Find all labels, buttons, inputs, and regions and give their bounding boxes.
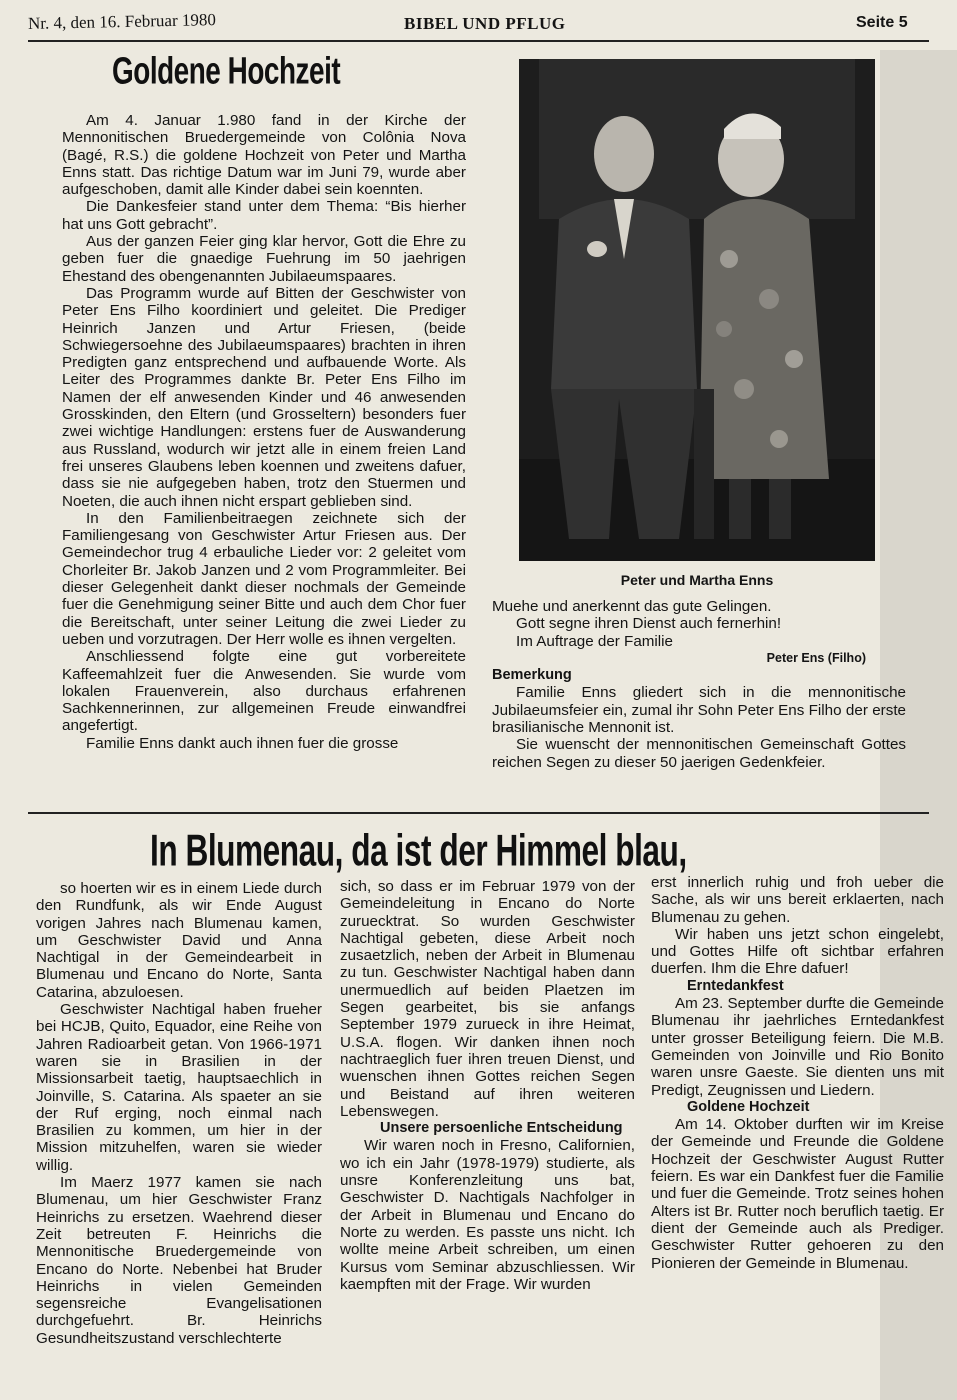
article-divider: [28, 812, 929, 814]
page-number: Seite 5: [856, 14, 908, 31]
subheading: Erntedankfest: [687, 977, 784, 994]
article1-continuation: [492, 598, 906, 771]
article2-title: In Blumenau, da ist der Himmel blau,: [150, 826, 687, 877]
paragraph: Familie Enns dankt auch ihnen fuer die grosse: [86, 734, 399, 752]
subheading: Goldene Hochzeit: [687, 1098, 810, 1115]
paragraph: Wir waren noch in Fresno, Californien, wo ich ein Jahr (1978-1979) studierte, als unsre Konferenzleitung uns bat, Geschwister D. Nachtigals Nachfolger in der Arbeit in Blumenau und Encano do Norte zu werden. Es passte uns nicht. Ich wollte meine Arbeit schreiben, um einen Kursus vom Seminar abzuschliessen. Wir kaempften mit der Frage. Wir wurden: [340, 1137, 635, 1293]
paragraph: so hoerten wir es in einem Liede durch den Rundfunk, als wir Ende August vorigen Jahres nach Blumenau kamen, um Geschwister David und Anna Nachtigal in der Gemeindearbeit in Blumenau und Encano do Norte, Santa Catarina, abzuloesen.: [36, 880, 322, 1001]
paragraph: Am 4. Januar 1.980 fand in der Kirche der Mennonitischen Bruedergemeinde von Colônia Nova (Bagé, R.S.) die goldene Hochzeit von Peter und Martha Enns statt. Das richtige Datum war im Juni 79, wurde aber aufgeschoben, damit alle Kinder dabei sein koennten.: [62, 112, 466, 199]
article2-column-2: [340, 878, 635, 1293]
paragraph: Familie Enns gliedert sich in die mennonitische Jubilaeumsfeier ein, zumal ihr Sohn Peter Ens Filho der erste brasilianische Mennonit ist.: [492, 684, 906, 737]
paragraph: sich, so dass er im Februar 1979 von der Gemeindeleitung in Encano do Norte zuruecktrat. So wurden Geschwister Nachtigal gebeten, diese Arbeit noch zusaetzlich, neben der Arbeit in Blumenau zu tun. Geschwister Nachtigal haben dann unermuedlich auf beiden Plaetzen im Segen gearbeitet, bis sie anfangs September 1979 zurueck in ihre Heimat, U.S.A. flogen. Wir danken ihnen noch nachtraeglich fuer ihren treuen Dienst, und wuenschen ihnen Gottes reichen Segen und Beistand auf ihren weiteren Lebenswegen.: [340, 878, 635, 1120]
paragraph: Anschliessend folgte eine gut vorbereitete Kaffeemahlzeit fuer die Anwesenden. Sie wurde vom lokalen Frauenverein, also durchaus erfahrenen Sachkennerinnen, zur allgemeinen Freude einwandfrei angefertigt.: [62, 648, 466, 735]
publication-name: BIBEL UND PFLUG: [404, 14, 566, 33]
article1-title: Goldene Hochzeit: [112, 50, 341, 93]
paragraph: Geschwister Nachtigal haben frueher bei HCJB, Quito, Equador, eine Reihe von Jahren Radioarbeit getan. Von 1966-1971 waren sie in Brasilien in der Missionsarbeit taetig, hauptsaechlich in Joinville, S. Catarina. Als spaeter an sie der Ruf erging, noch einmal nach Brasilien zu kommen, um hier in der Mission mitzuhelfen, waren sie wieder willig.: [36, 1001, 322, 1174]
paragraph: Sie wuenscht der mennonitischen Gemeinschaft Gottes reichen Segen zu dieser 50 jaerigen Gedenkfeier.: [492, 736, 906, 771]
couple-photo-image: [519, 59, 875, 561]
photo-caption: Peter und Martha Enns: [620, 572, 774, 588]
paragraph: Wir haben uns jetzt schon eingelebt, und Gottes Hilfe oft sichtbar erfahren duerfen. Ihm die Ehre dafuer!: [651, 925, 944, 978]
paragraph: Das Programm wurde auf Bitten der Geschwister von Peter Ens Filho koordiniert und geleitet. Die Prediger Heinrich Janzen und Artur Friesen, (beide Schwiegersoehne des Jubilaeumspaares) brachten in ihren Predigten ganz entsprechend und aufbauende Worte. Als Leiter des Programmes dankte Br. Peter Ens Filho im Namen der elf anwesenden Kinder und 46 anwesenden Grosskinden, den Eltern (und Grosseltern) besonders fuer zwei wichtige Handlungen: erstens fuer de Auswanderung aus Russland, wodurch wir jetzt alle in einem freien Land frei unseres Glaubens leben koennen und zweitens dafuer, dass sie nie aufgegeben haben, trotz den Stuermen und Noeten, die auch ihnen nicht erspart geblieben sind.: [62, 284, 466, 510]
issue-date: Nr. 4, den 16. Februar 1980: [27, 10, 217, 33]
paragraph: erst innerlich ruhig und froh ueber die Sache, als wir uns bereit erklaerten, nach Blumenau zu gehen.: [651, 874, 944, 926]
paragraph: Muehe und anerkennt das gute Gelingen.: [492, 598, 772, 615]
paragraph: Gott segne ihren Dienst auch fernerhin!: [516, 615, 782, 633]
paragraph: Die Dankesfeier stand unter dem Thema: “Bis hierher hat uns Gott gebracht”.: [62, 198, 466, 233]
paragraph: In den Familienbeitraegen zeichnete sich der Familiengesang von Geschwister Artur Friesen aus. Der Gemeindechor trug 4 erbauliche Lieder vor: 2 geleitet vom Chorleiter Br. Jakob Janzen und 2 vom Programmleiter. Bei dieser Gelegenheit dankt dieser nochmals der Gemeinde fuer die Genehmigung seiner Bitte und auch dem Chor fuer die Bereitschaft, unter seiner Leitung die zwei Lieder zu ueben und vorzutragen. Der Herr wolle es ihnen vergelten.: [62, 509, 466, 648]
paragraph: Im Auftrage der Familie: [516, 632, 673, 650]
paragraph: Am 23. September durfte die Gemeinde Blumenau ihr jaehrliches Erntedankfest unter grosser Beteiligung feiern. Die M.B. Gemeinden von Joinville und Rio Bonito waren unsre Gaeste. Sie dienten uns mit Predigt, Zeugnissen und Liedern.: [651, 995, 944, 1099]
signature: Peter Ens (Filho): [766, 650, 866, 665]
article1-body: [62, 112, 466, 752]
article2-column-3: [651, 874, 944, 1272]
couple-photo: [519, 59, 875, 561]
paragraph: Im Maerz 1977 kamen sie nach Blumenau, um hier Geschwister Franz Heinrichs zu ersetzen. Waehrend dieser Zeit betreuten F. Heinrichs die Mennonitische Bruedergemeinde von Encano do Norte. Nebenbei hat Bruder Heinrichs in vielen Gemeinden segensreiche Evangelisationen durchgefuehrt. Br. Heinrichs Gesundheitszustand verschlechterte: [36, 1174, 322, 1347]
header-rule: [28, 40, 929, 42]
article2-column-1: [36, 880, 322, 1347]
paragraph: Aus der ganzen Feier ging klar hervor, Gott die Ehre zu geben fuer die gnaedige Fuehrung im 50 jaehrigen Ehestand des obengenannten Jubilaeumspaares.: [62, 233, 466, 285]
paragraph: Am 14. Oktober durften wir im Kreise der Gemeinde und Freunde die Goldene Hochzeit der Geschwister August Rutter feiern. Es war ein Dankfest fuer die Familie und fuer die Gemeinde. Trotz seines hohen Alters ist Br. Rutter noch beruflich taetig. Er dient der Gemeinde auch als Prediger. Geschwister Rutter gehoeren zu den Pionieren der Gemeinde in Blumenau.: [651, 1116, 944, 1272]
subheading: Unsere persoenliche Entscheidung: [380, 1120, 623, 1137]
remark-heading: Bemerkung: [492, 667, 572, 684]
